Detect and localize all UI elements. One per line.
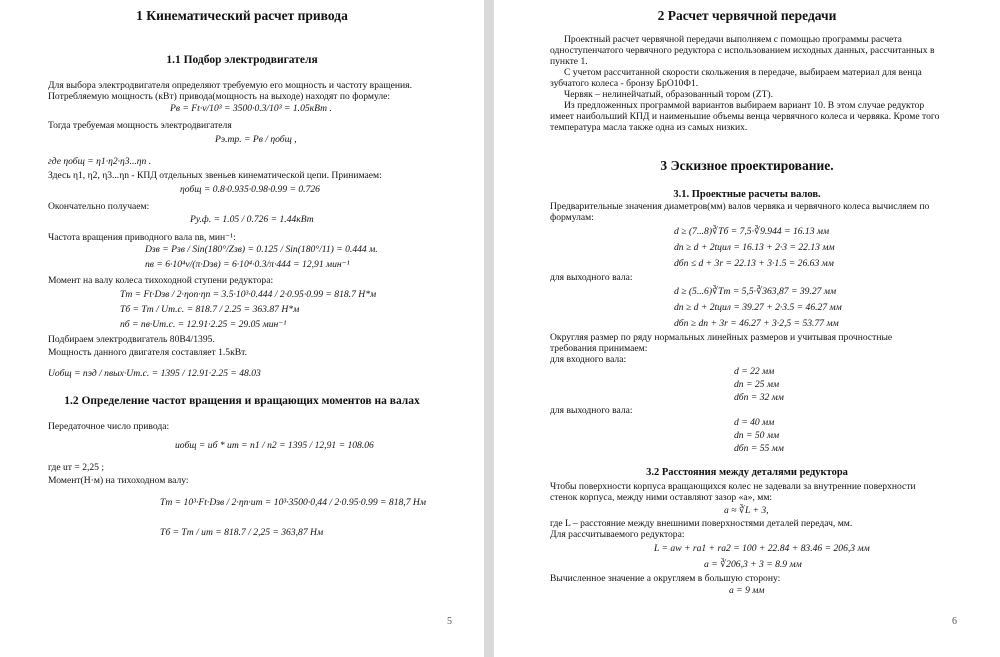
text-line: где uт = 2,25 ; (48, 462, 105, 473)
text-line: Потребляемую мощность (кВт) привода(мощность на выходе) находят по формуле: (48, 91, 391, 102)
formula: d ≥ (5...6)∛Tт = 5,5·∛363,87 = 39.27 мм (674, 286, 837, 297)
formula: Uобщ = nэд / nвых·Uт.с. = 1395 / 12.91·2.25 = 48.03 (48, 368, 261, 379)
text-line: Проектный расчет червячной передачи выполняем с помощью программы расчета (564, 34, 902, 45)
section-heading: 1.1 Подбор электродвигателя (166, 54, 318, 66)
text-line: Из предложенных программой вариантов выбираем вариант 10. В этом случае редуктор (564, 100, 925, 111)
formula: dп = 50 мм (734, 430, 780, 441)
text-line: для входного вала: (550, 354, 627, 365)
text-line: Подбираем электродвигатель 80В4/1395. (48, 334, 215, 345)
section-heading: 3.2 Расстояния между деталями редуктора (646, 467, 848, 478)
text-line: Предварительные значения диаметров(мм) валов червяка и червячного колеса вычисляем по (550, 201, 930, 212)
chapter-title: 1 Кинематический расчет привода (136, 8, 348, 23)
text-line: Вычисленное значение a округляем в большую сторону: (550, 573, 781, 584)
formula: dбп = 32 мм (734, 392, 784, 403)
text-line: Здесь η1, η2, η3...ηn - КПД отдельных звеньев кинематической цепи. Принимаем: (48, 170, 382, 181)
text-line: Для рассчитываемого редуктора: (550, 529, 685, 540)
text-line: Чтобы поверхности корпуса вращающихся колес не задевали за внутренние поверхности (550, 481, 916, 492)
formula: a = ∛206,3 + 3 = 8.9 мм (704, 559, 802, 570)
text-line: для выходного вала: (550, 405, 633, 416)
section-heading: 3.1. Проектные расчеты валов. (673, 189, 821, 200)
chapter-title: 2 Расчет червячной передачи (657, 8, 837, 23)
text-line: температура масла также одна из самых низких. (550, 122, 748, 133)
text-line: имеет наибольший КПД и наименьшие объемы венца червячного колеса и червяка. Кроме того (550, 111, 940, 122)
text-line: Момент на валу колеса тихоходной ступени редуктора: (48, 275, 274, 286)
text-line: пункте 1. (550, 56, 588, 67)
formula: a ≈ ∛L + 3, (724, 505, 769, 516)
text-line: стенок корпуса, между ними оставляют зазор «a», мм: (550, 492, 773, 503)
text-line: формулам: (550, 212, 594, 223)
formula: a = 9 мм (729, 585, 765, 596)
text-line: Тогда требуемая мощность электродвигателя (48, 120, 232, 131)
formula: Tт = 10³·Ft·Dзв / 2·ηп·uт = 10³·3500·0,44 / 2·0.95·0.99 = 818,7 Нм (160, 497, 426, 508)
text-line: требования принимаем: (550, 343, 648, 354)
text-line: Червяк – нелинейчатый, образованный тором (ZT). (564, 89, 774, 100)
formula: d = 22 мм (734, 366, 775, 377)
text-line: где L – расстояние между внешними поверхностями деталей передач, мм. (550, 518, 853, 529)
formula: dбп ≥ dп + 3r = 46.27 + 3·2,5 = 53.77 мм (674, 318, 839, 329)
text-line: Передаточное число привода: (48, 421, 170, 432)
formula: Dзв = Pзв / Sin(180°/Zзв) = 0.125 / Sin(180°/11) = 0.444 м. (145, 244, 378, 255)
text-line: Окончательно получаем: (48, 201, 150, 212)
formula: Tб = Tт / Uт.с. = 818.7 / 2.25 = 363.87 Н*м (120, 304, 300, 315)
formula: dп ≥ d + 2tцил = 39.27 + 2·3.5 = 46.27 мм (674, 302, 842, 313)
formula: L = aw + ra1 + ra2 = 100 + 22.84 + 83.46 = 206,3 мм (654, 543, 870, 554)
text-line: Частота вращения приводного вала nв, мин⁻¹: (48, 232, 236, 243)
chapter-title: 3 Эскизное проектирование. (660, 158, 834, 173)
text-line: одноступенчатого червячного редуктора с использованием исходных данных, рассчитанных в (550, 45, 935, 56)
section-heading: 1.2 Определение частот вращения и вращающих моментов на валах (64, 395, 420, 407)
formula: Tт = Ft·Dзв / 2·ηоп·ηп = 3.5·10³·0.444 / 2·0.95·0.99 = 818.7 Н*м (120, 289, 377, 300)
formula: Pв = Ft·v/10³ = 3500·0.3/10³ = 1.05кВт . (170, 103, 332, 114)
text-line: Округляя размер по ряду нормальных линейных размеров и учитывая прочностные (550, 332, 893, 343)
page-number: 6 (952, 616, 957, 627)
formula: d ≥ (7...8)∛Tб = 7,5·∛9.944 = 16.13 мм (674, 226, 830, 237)
text-line: для выходного вала: (550, 272, 633, 283)
formula: dбп = 55 мм (734, 443, 784, 454)
text-line: Для выбора электродвигателя определяют требуемую его мощность и частоту вращения. (48, 80, 412, 91)
formula: nв = 6·10⁴v/(π·Dзв) = 6·10⁴·0.3/π·444 = 12,91 мин⁻¹ (145, 259, 350, 270)
formula: dбп ≤ d + 3r = 22.13 + 3·1.5 = 26.63 мм (674, 258, 834, 269)
formula: Tб = Tт / uт = 818.7 / 2,25 = 363,87 Нм (160, 527, 324, 538)
text-line: Мощность данного двигателя составляет 1.5кВт. (48, 347, 247, 358)
text-line: С учетом рассчитанной скорости скольжения в передаче, выбираем материал для венца (564, 67, 922, 78)
formula: ηобщ = 0.8·0.935·0.98·0.99 = 0.726 (180, 184, 320, 195)
formula: d = 40 мм (734, 417, 775, 428)
text-line: Момент(Н·м) на тихоходном валу: (48, 475, 189, 486)
document-page-6 (494, 0, 1000, 657)
text-line: зубчатого колеса - бронзу БрО10Ф1. (550, 78, 699, 89)
formula: Pу.ф. = 1.05 / 0.726 = 1.44кВт (190, 214, 314, 225)
formula: Pэ.тр. = Pв / ηобщ , (215, 134, 297, 145)
page-number: 5 (447, 616, 452, 627)
document-page-5 (0, 0, 484, 657)
formula: uобщ = uб * uт = n1 / n2 = 1395 / 12,91 = 108.06 (175, 440, 374, 451)
formula: nб = nв·Uт.с. = 12.91·2.25 = 29.05 мин⁻¹ (120, 319, 287, 330)
formula: dп ≥ d + 2tцил = 16.13 + 2·3 = 22.13 мм (674, 242, 835, 253)
text-line: где ηобщ = η1·η2·η3...ηn . (48, 156, 152, 167)
formula: dп = 25 мм (734, 379, 780, 390)
